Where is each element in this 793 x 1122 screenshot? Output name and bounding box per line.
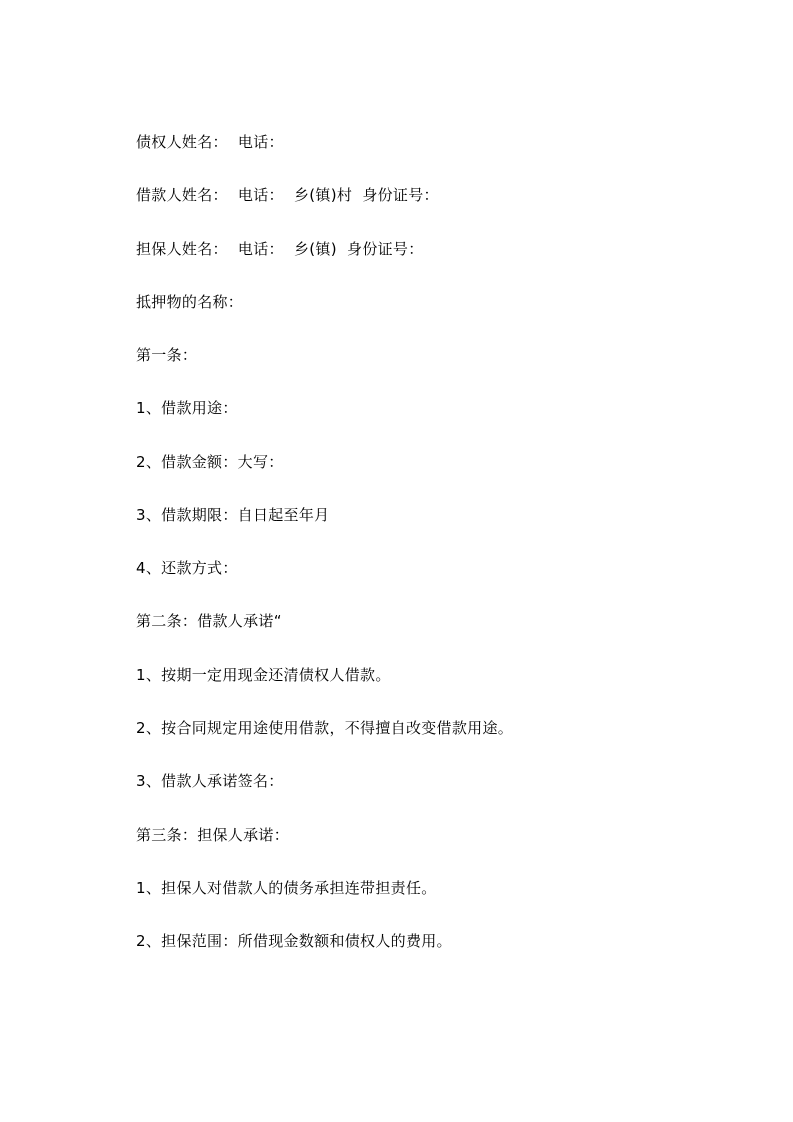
- borrower-signature-line: 3、借款人承诺签名：: [136, 772, 284, 790]
- creditor-info-line: 债权人姓名： 电话：: [136, 133, 284, 151]
- loan-amount-line: 2、借款金额：大写：: [136, 453, 284, 471]
- borrower-promise-1: 1、按期一定用现金还清债权人借款。: [136, 666, 391, 684]
- loan-purpose-line: 1、借款用途：: [136, 399, 238, 417]
- article-three-heading: 第三条：担保人承诺：: [136, 826, 290, 844]
- guarantor-info-line: 担保人姓名： 电话： 乡(镇) 身份证号：: [136, 240, 424, 258]
- collateral-name-line: 抵押物的名称：: [136, 293, 244, 311]
- loan-term-line: 3、借款期限：自日起至年月: [136, 506, 330, 524]
- guarantor-promise-1: 1、担保人对借款人的债务承担连带担责任。: [136, 879, 437, 897]
- repayment-method-line: 4、还款方式：: [136, 559, 238, 577]
- guarantor-promise-2: 2、担保范围：所借现金数额和债权人的费用。: [136, 932, 452, 950]
- borrower-promise-2: 2、按合同规定用途使用借款，不得擅自改变借款用途。: [136, 719, 514, 737]
- article-two-heading: 第二条：借款人承诺“: [136, 612, 282, 630]
- article-one-heading: 第一条：: [136, 346, 198, 364]
- borrower-info-line: 借款人姓名： 电话： 乡(镇)村 身份证号：: [136, 186, 439, 204]
